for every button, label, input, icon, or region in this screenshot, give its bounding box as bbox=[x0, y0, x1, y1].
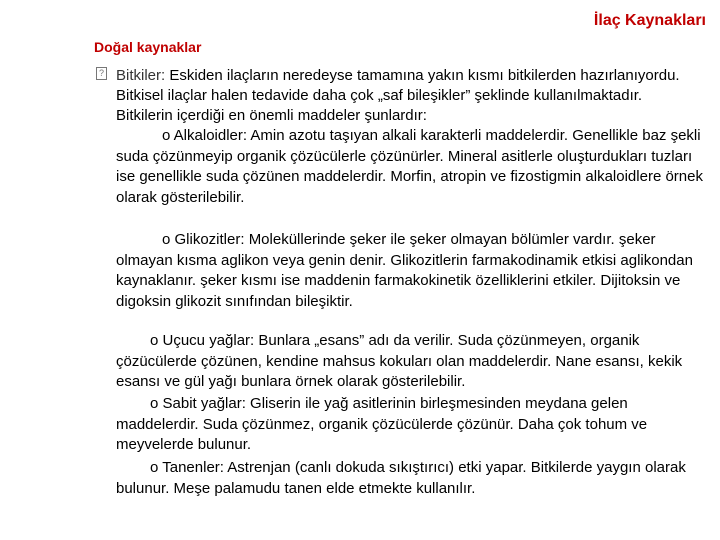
section-heading: Doğal kaynaklar bbox=[94, 39, 202, 55]
bullet-label: Bitkiler: bbox=[116, 67, 166, 84]
square-bullet-icon: ? bbox=[96, 67, 107, 80]
subitem-glikozitler: o Glikozitler: Moleküllerinde şeker ile şeker olmayan bölümler vardır. şeker olmayan kısma aglikon veya genin denir. Glikozitlerin farmakodinamik etkisi aglikondan kaynaklanır. şeker kısmı ise maddenin farmakokinetik özelliklerini etkiler. Dijitoksin ve digoksin glikozit sınıfından bileşiktir. bbox=[116, 231, 693, 310]
subitem-alkaloidler: o Alkaloidler: Amin azotu taşıyan alkali karakterli maddelerdir. Genellikle baz şekli suda çözünmeyip organik çözücülerle çözünürler. Mineral asitlerle oluşturdukları tuzları ise genellikle suda çözünen maddelerdir. Morfin, atropin ve fizostigmin alkaloidlere örnek olarak gösterilebilir. bbox=[116, 127, 703, 206]
bullet-body: Eskiden ilaçların neredeyse tamamına yakın kısmı bitkilerden hazırlanıyordu. Bitkisel ilaçlar halen tedavide daha çok „saf bileşikler” şeklinde kullanılmaktadır. Bitkilerin içerdiği en önemli maddeler şunlardır: bbox=[116, 67, 680, 124]
subitem-ucucu-yaglar: o Uçucu yağlar: Bunlara „esans” adı da verilir. Suda çözünmeyen, organik çözücülerde çözünen, kendine mahsus kokuları olan maddelerdir. Nane esansı, kekik esansı ve gül yağı bunlara örnek olarak gösterilebilir. bbox=[116, 332, 683, 390]
bullet-item-bitkiler bbox=[96, 66, 696, 126]
bullet-text bbox=[116, 66, 696, 126]
subitem-tanenler: o Tanenler: Astrenjan (canlı dokuda sıkıştırıcı) etki yapar. Bitkilerde yaygın olarak bulunur. Meşe palamudu tanen elde etmekte kullanılır. bbox=[116, 459, 686, 497]
slide-title: İlaç Kaynakları bbox=[593, 12, 706, 29]
subitem-sabit-yaglar: o Sabit yağlar: Gliserin ile yağ asitlerinin birleşmesinden meydana gelen maddelerdir. Suda çözünmez, organik çözücülerde çözünür. Daha çok tohum ve meyvelerde bulunur. bbox=[116, 395, 648, 453]
